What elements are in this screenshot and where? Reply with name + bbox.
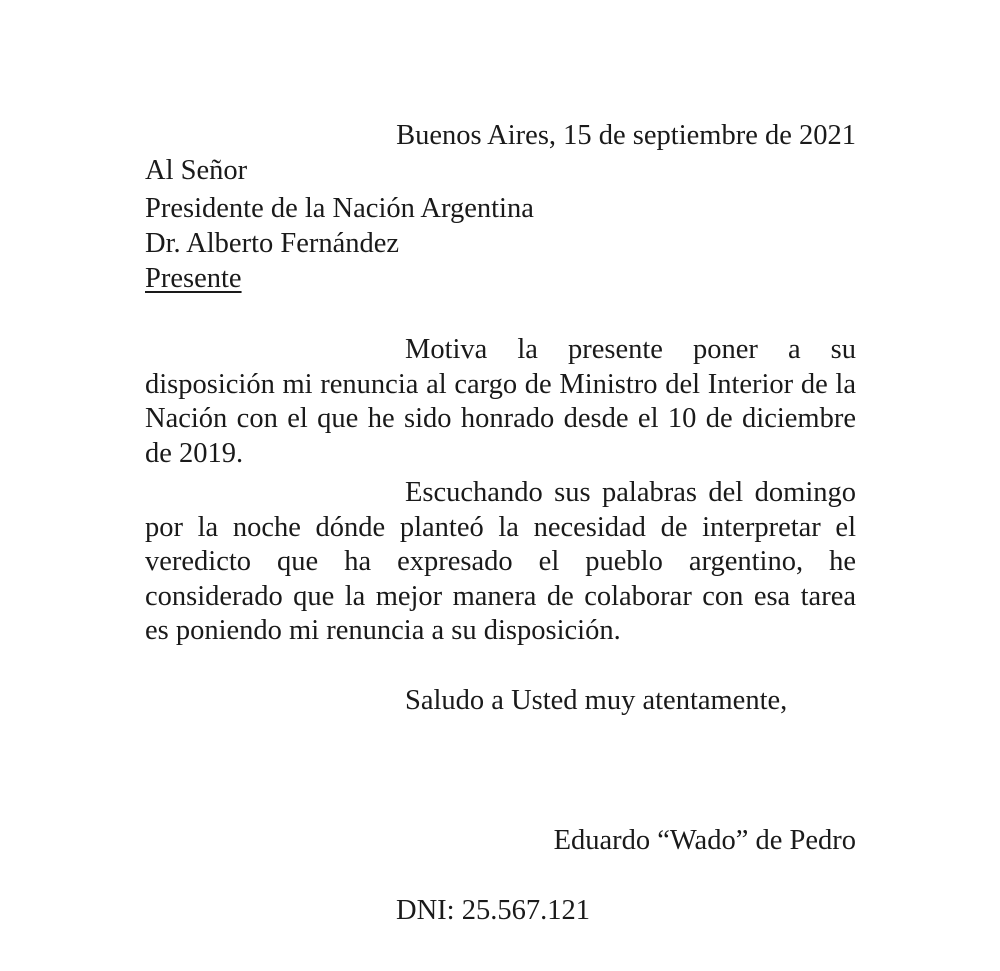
- closing-line: Saludo a Usted muy atentamente,: [405, 685, 788, 716]
- body-paragraph-1: Motiva la presente poner a su disposición mi renuncia al cargo de Ministro del Interior de la Nación con el que he sido honrado desde el 10 de diciembre de 2019.: [145, 334, 856, 469]
- dni-line: DNI: 25.567.121: [396, 895, 590, 926]
- signatory-name: Eduardo “Wado” de Pedro: [553, 825, 856, 856]
- recipient-name: Dr. Alberto Fernández: [145, 228, 400, 259]
- recipient-presente: Presente: [145, 263, 242, 294]
- recipient-salutation: Al Señor: [145, 155, 248, 186]
- recipient-title: Presidente de la Nación Argentina: [145, 193, 534, 224]
- body-paragraph-2: Escuchando sus palabras del domingo por la noche dónde planteó la necesidad de interpretar el veredicto que ha expresado el pueblo argentino, he considerado que la mejor manera de colaborar con esa tarea es poniendo mi renuncia a su disposición.: [145, 477, 856, 646]
- place-date: Buenos Aires, 15 de septiembre de 2021: [396, 120, 856, 151]
